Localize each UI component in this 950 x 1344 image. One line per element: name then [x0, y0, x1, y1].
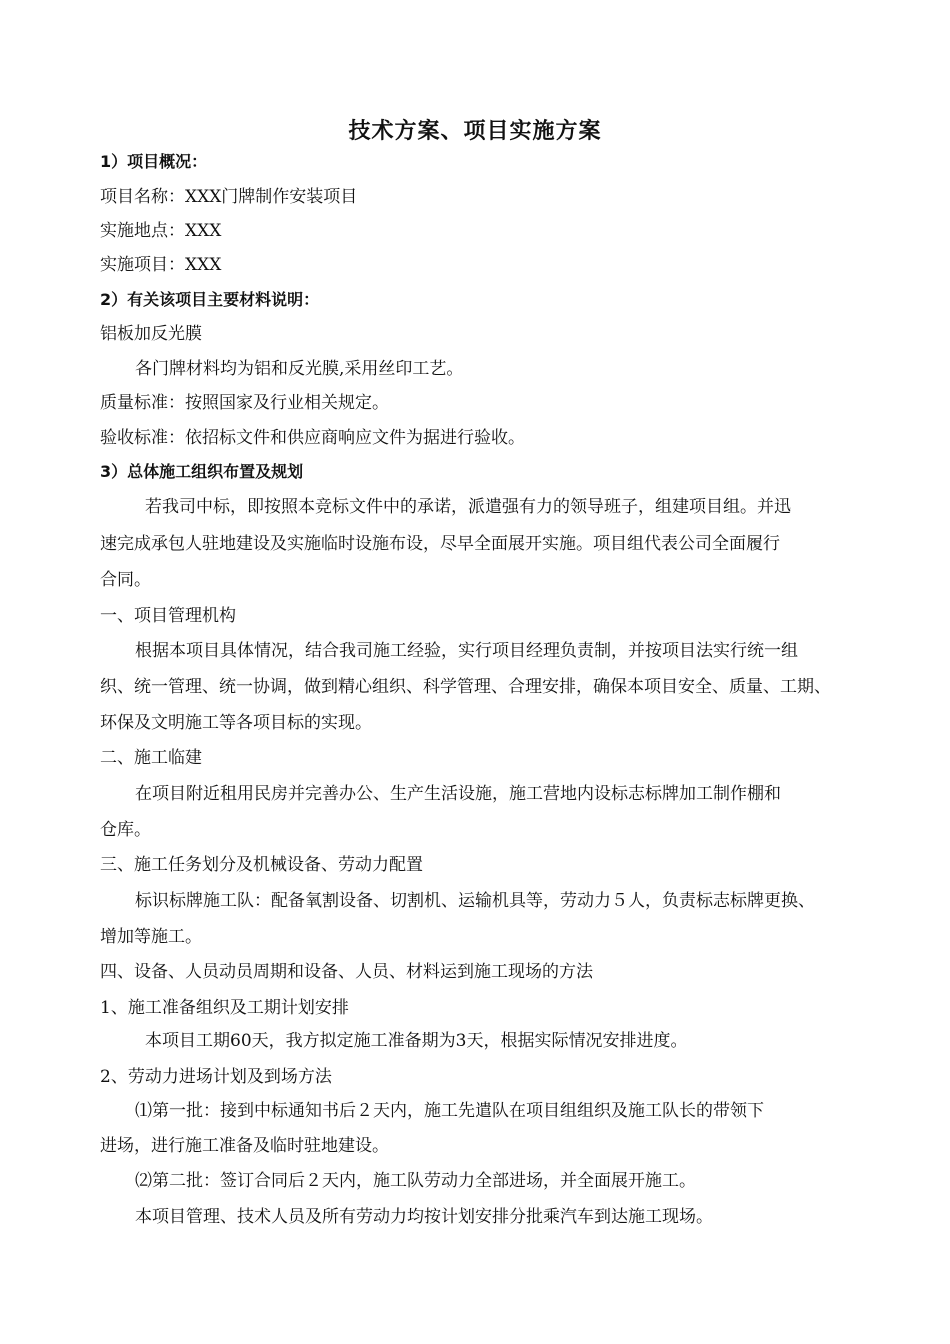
text-line: 增加等施工。 — [100, 927, 202, 947]
text-line: 四、设备、人员动员周期和设备、人员、材料运到施工现场的方法 — [100, 962, 593, 982]
text-line: 验收标准：依招标文件和供应商响应文件为据进行验收。 — [100, 428, 525, 448]
text-line: 织、统一管理、统一协调，做到精心组织、科学管理、合理安排，确保本项目安全、质量、工期、 — [100, 677, 831, 697]
section-heading: 3）总体施工组织布置及规划 — [100, 462, 304, 481]
section-heading: 1）项目概况： — [100, 152, 208, 171]
text-line: 本项目工期60天，我方拟定施工准备期为3天，根据实际情况安排进度。 — [145, 1031, 688, 1051]
document-title: 技术方案、项目实施方案 — [348, 119, 602, 144]
text-line: 进场，进行施工准备及临时驻地建设。 — [100, 1136, 389, 1156]
text-line: 实施地点：XXX — [100, 221, 222, 241]
text-line: 环保及文明施工等各项目标的实现。 — [100, 713, 372, 733]
text-line: 实施项目：XXX — [100, 255, 222, 275]
text-line: 项目名称：XXX门牌制作安装项目 — [100, 187, 358, 207]
text-line: 质量标准：按照国家及行业相关规定。 — [100, 393, 389, 413]
text-line: 标识标牌施工队：配备氧割设备、切割机、运输机具等，劳动力５人，负责标志标牌更换、 — [135, 891, 815, 911]
text-line: 一、项目管理机构 — [100, 606, 236, 626]
text-line: 本项目管理、技术人员及所有劳动力均按计划安排分批乘汽车到达施工现场。 — [135, 1207, 713, 1227]
text-line: 根据本项目具体情况，结合我司施工经验，实行项目经理负责制，并按项目法实行统一组 — [135, 641, 798, 661]
text-line: ⑴第一批：接到中标通知书后２天内，施工先遣队在项目组组织及施工队长的带领下 — [135, 1101, 764, 1121]
text-line: 在项目附近租用民房并完善办公、生产生活设施，施工营地内设标志标牌加工制作棚和 — [135, 784, 781, 804]
section-heading: 2）有关该项目主要材料说明： — [100, 290, 320, 309]
text-line: 2、劳动力进场计划及到场方法 — [100, 1067, 332, 1087]
text-line: 三、施工任务划分及机械设备、劳动力配置 — [100, 855, 423, 875]
text-line: 合同。 — [100, 570, 151, 590]
text-line: ⑵第二批：签订合同后２天内，施工队劳动力全部进场，并全面展开施工。 — [135, 1171, 696, 1191]
text-line: 速完成承包人驻地建设及实施临时设施布设，尽早全面展开实施。项目组代表公司全面履行 — [100, 534, 780, 554]
text-line: 1、施工准备组织及工期计划安排 — [100, 998, 349, 1018]
text-line: 铝板加反光膜 — [100, 324, 202, 344]
text-line: 二、施工临建 — [100, 748, 202, 768]
text-line: 若我司中标，即按照本竞标文件中的承诺，派遣强有力的领导班子，组建项目组。并迅 — [145, 497, 791, 517]
text-line: 各门牌材料均为铝和反光膜,采用丝印工艺。 — [135, 359, 464, 379]
text-line: 仓库。 — [100, 820, 151, 840]
